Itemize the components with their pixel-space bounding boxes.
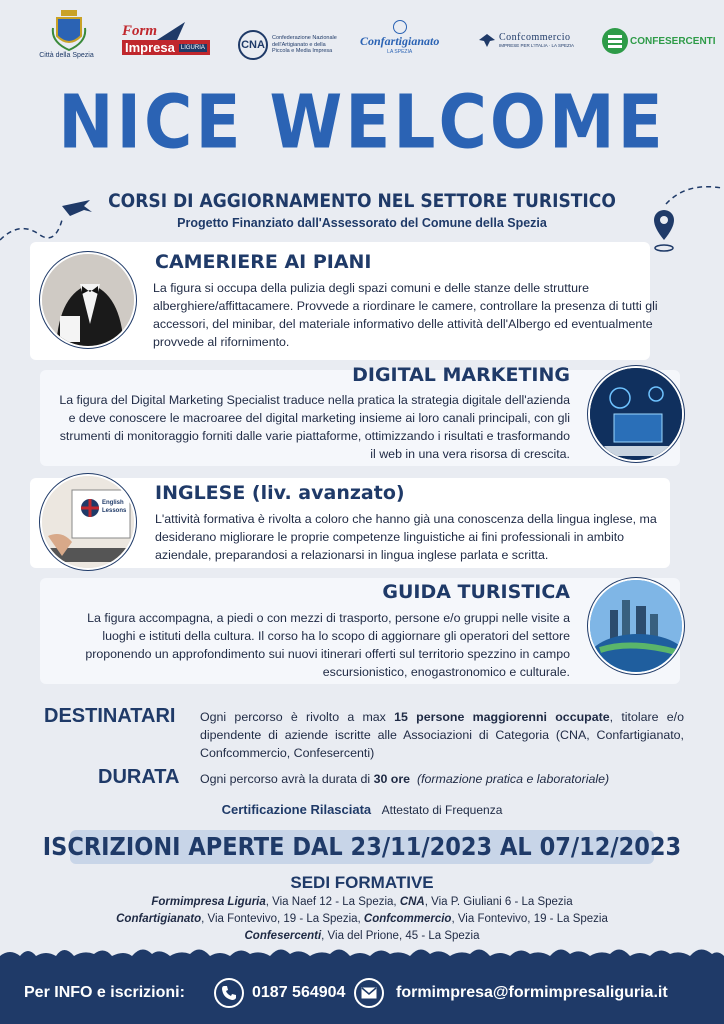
durata-text-italic: (formazione pratica e laboratoriale)	[416, 772, 610, 786]
destinatari-text-bold: 15 persone maggiorenni occupate	[394, 710, 610, 724]
logo-cna-text: Confederazione Nazionale dell'Artigianato e della Piccola e Media Impresa	[272, 35, 337, 55]
logo-confartigianato-name: Confartigianato	[360, 34, 440, 48]
logo-confesercenti-name: CONFESERCENTI	[630, 35, 716, 47]
footer-phone[interactable]: 0187 564904	[252, 984, 346, 1001]
logo-formimpresa-form: Form	[122, 23, 158, 39]
sede-confesercenti: Confesercenti	[244, 930, 322, 942]
sede-cna-address: , Via P. Giuliani 6 - La Spezia	[424, 896, 573, 908]
durata-label: DURATA	[98, 766, 180, 788]
destinatari-text-b: , titolare e/o dipendente di aziende iscritte alle Associazioni di Categoria (CNA, Confartigianato, Confcommercio, Confesercenti)	[200, 710, 685, 760]
sede-line-3	[0, 930, 724, 942]
sede-cna: CNA	[399, 896, 425, 908]
crowd-silhouette-icon	[0, 944, 724, 964]
sedi-title: SEDI FORMATIVE	[290, 873, 434, 892]
course-title-guida-turistica: GUIDA TURISTICA	[382, 581, 570, 603]
subtitle-funding: Progetto Finanziato dall'Assessorato del Comune della Spezia	[177, 216, 547, 230]
durata-text-a: Ogni percorso avrà la durata di	[200, 772, 374, 786]
sede-confartigianato: Confartigianato	[116, 913, 202, 925]
photo-cameriere	[40, 252, 136, 348]
subtitle: CORSI DI AGGIORNAMENTO NEL SETTORE TURISTICO	[108, 190, 616, 212]
sede-line-2	[0, 913, 724, 925]
logo-confcommercio-sub: IMPRESE PER L'ITALIA · LA SPEZIA	[499, 43, 575, 48]
footer-email[interactable]: formimpresa@formimpresaliguria.it	[396, 984, 668, 1001]
course-title-inglese: INGLESE (liv. avanzato)	[155, 482, 405, 504]
sede-confesercenti-address: , Via del Prione, 45 - La Spezia	[321, 930, 480, 942]
footer-label: Per INFO e iscrizioni:	[24, 984, 185, 1001]
destinatari-text-a: Ogni percorso è rivolto a max	[200, 710, 395, 724]
english-lessons-laptop-icon	[42, 476, 136, 570]
certificazione-label: Certificazione Rilasciata	[221, 802, 372, 817]
durata-text	[200, 770, 680, 788]
certificazione-row	[0, 801, 724, 819]
course-title-digital-marketing: DIGITAL MARKETING	[352, 364, 570, 386]
iscrizioni-dates: ISCRIZIONI APERTE DAL 23/11/2023 AL 07/12/2023	[42, 832, 682, 861]
sede-line-1	[0, 896, 724, 908]
logo-confcommercio-name: Confcommercio	[499, 32, 571, 43]
coat-of-arms-icon	[51, 8, 87, 52]
photo-guida-turistica	[588, 578, 684, 674]
logo-formimpresa-impresa: Impresa	[125, 40, 175, 55]
logo-confesercenti-mark-icon	[602, 28, 628, 54]
sede-formimpresa-address: , Via Naef 12 - La Spezia,	[265, 896, 400, 908]
logo-formimpresa	[122, 22, 210, 55]
paper-plane-icon	[157, 22, 185, 40]
sede-formimpresa: Formimpresa Liguria	[151, 896, 266, 908]
destinatari-text	[200, 708, 684, 762]
destinatari-label: DESTINATARI	[44, 705, 176, 727]
photo-inglese-text-b: Lessons	[102, 508, 127, 514]
sede-confcommercio: Confcommercio	[363, 913, 452, 925]
course-desc-cameriere: La figura si occupa della pulizia degli spazi comuni e delle stanze delle strutture alberghiere/affittacamere. Provvede a riordinare le camere, controllare la presenza di tutti gli accessori, del minibar, del materiale informativo delle attività dell'Albergo ed eventualmente provvede al rifornimento.	[153, 281, 658, 349]
course-desc-inglese: L'attività formativa è rivolta a coloro che hanno già una conoscenza della lingua inglese, ma desiderano migliorare le proprie competenze linguistiche ai fini professionali in ambito aziendale, preparandosi a relazionarsi in lingua inglese parlata e scritta.	[155, 512, 657, 562]
course-desc-digital-marketing: La figura del Digital Marketing Specialist traduce nella pratica la strategia digitale dell'azienda e deve conoscere le macroaree del digital marketing insieme ai loro canali principali, con gli strumenti di monitoraggio forniti dalle varie piattaforme, ottimizzando i risultati e trasformando il web in una vera risorsa di crescita.	[59, 393, 570, 461]
logo-confartigianato-sub: LA SPEZIA	[387, 49, 413, 55]
waiter-photo-icon	[42, 254, 136, 348]
globe-city-icon	[590, 580, 684, 674]
laptop-digital-icon	[590, 368, 684, 462]
eagle-icon	[478, 32, 496, 48]
logo-confcommercio	[478, 32, 574, 48]
sede-confcommercio-address: , Via Fontevivo, 19 - La Spezia	[451, 913, 608, 925]
logo-citta-label: Città della Spezia	[39, 52, 94, 59]
page-title: NICE WELCOME	[58, 79, 666, 166]
logo-confartigianato-mark-icon	[393, 20, 407, 34]
photo-digital-marketing	[588, 366, 684, 462]
logo-citta-spezia	[39, 8, 94, 60]
photo-inglese-text-a: English	[102, 500, 124, 506]
phone-icon	[214, 978, 244, 1008]
logo-formimpresa-liguria: LIGURIA	[180, 44, 205, 51]
course-title-cameriere: CAMERIERE AI PIANI	[155, 251, 372, 273]
logo-confartigianato	[360, 20, 439, 55]
logos-row	[0, 0, 724, 78]
certificazione-value: Attestato di Frequenza	[381, 803, 503, 817]
logo-cna	[238, 30, 338, 60]
sede-confartigianato-address: , Via Fontevivo, 19 - La Spezia,	[201, 913, 364, 925]
logo-cna-mark: CNA	[238, 30, 268, 60]
durata-text-bold: 30 ore	[373, 772, 411, 786]
logo-confesercenti	[602, 28, 716, 54]
email-icon	[354, 978, 384, 1008]
course-desc-guida-turistica: La figura accompagna, a piedi o con mezzi di trasporto, persone e/o gruppi nelle visite a luoghi e istituti della cultura. Il corso ha lo scopo di aggiornare gli operatori del settore proponendo un approfondimento sui nuovi itinerari offerti sul territorio spezzino in campo escursionistico, enogastronomico e culturale.	[85, 611, 570, 679]
photo-inglese	[40, 474, 136, 570]
